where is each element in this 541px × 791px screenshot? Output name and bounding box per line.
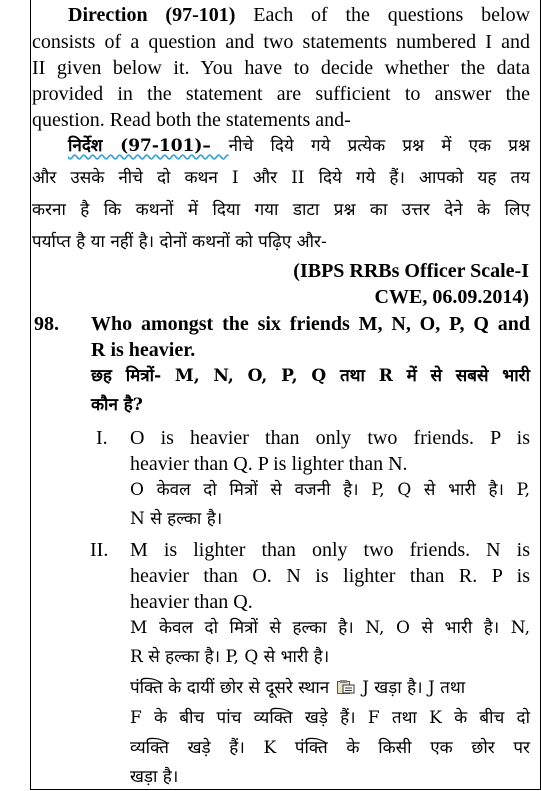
question-line-2: R is heavier. [91,339,196,361]
extra-line-1 [130,676,465,700]
direction-hi-line-2: और उसके नीचे दो कथन I और II दिये गये हैं। आपको यह तय [32,168,530,188]
statement-1-line-1: O is heavier than only two friends. P is [130,427,530,449]
direction-text: Each of the questions below [235,4,531,26]
statement-2-hi-line-1: M केवल दो मित्रों से हल्का है। N, O से भारी है। N, [130,618,530,638]
source-line-2: CWE, 06.09.2014) [374,286,529,308]
source-line-1: (IBPS RRBs Officer Scale-I [293,260,529,282]
statement-1-number: I. [96,427,108,449]
statement-2-line-2: heavier than O. N is lighter than R. P is [130,565,530,587]
extra-line-3: व्यक्ति खड़े हैं। K पंक्ति के किसी एक छोर पर [130,738,530,758]
statement-2-line-1: M is lighter than only two friends. N is [130,539,530,561]
statement-1-hi-line-2: N से हल्का है। [130,509,223,529]
question-hi-line-1: छह मित्रों- M, N, O, P, Q तथा R में से सबसे भारी [91,366,530,386]
direction-hi-line-4: पर्याप्त है या नहीं है। दोनों कथनों को पढ़िए और- [32,232,327,252]
direction-hi-text: नीचे दिये गये प्रत्येक प्रश्न में एक प्रश्न [228,136,530,156]
statement-1-hi-line-1: O केवल दो मित्रों से वजनी है। P, Q से भारी है। P, [130,480,530,500]
clipboard-icon [337,677,355,691]
statement-1-line-2: heavier than Q. P is lighter than N. [130,453,408,475]
direction-line-3: II given below it. You have to decide whether the data [32,57,530,79]
extra-line-1-end: J खड़ा है। J तथा [362,678,466,698]
extra-line-4: खड़ा है। [130,767,179,787]
direction-heading: Direction (97-101) [68,4,236,26]
extra-line-2: F के बीच पांच व्यक्ति खड़े हैं। F तथा K के बीच दो [130,708,530,728]
direction-line-4: provided in the statement are sufficient to answer the [32,83,530,105]
direction-hi-heading: निर्देश (97-101)– [68,136,229,156]
direction-line-1 [68,3,530,27]
direction-hi-line-3: करना है कि कथनों में दिया गया डाटा प्रश्न का उत्तर देने के लिए [32,200,530,220]
direction-line-5: question. Read both the statements and- [32,109,351,131]
direction-line-2: consists of a question and two statements numbered I and [32,31,530,53]
question-number: 98. [34,313,59,335]
statement-2-number: II. [90,539,109,561]
question-hi-line-2: कौन है? [91,395,143,415]
direction-hi-line-1 [68,134,530,158]
extra-line-1-start: पंक्ति के दायीं छोर से दूसरे स्थान [130,678,330,698]
statement-2-line-3: heavier than Q. [130,591,253,613]
question-line-1: Who amongst the six friends M, N, O, P, Q and [91,313,530,335]
statement-2-hi-line-2: R से हल्का है। P, Q से भारी है। [130,647,330,667]
